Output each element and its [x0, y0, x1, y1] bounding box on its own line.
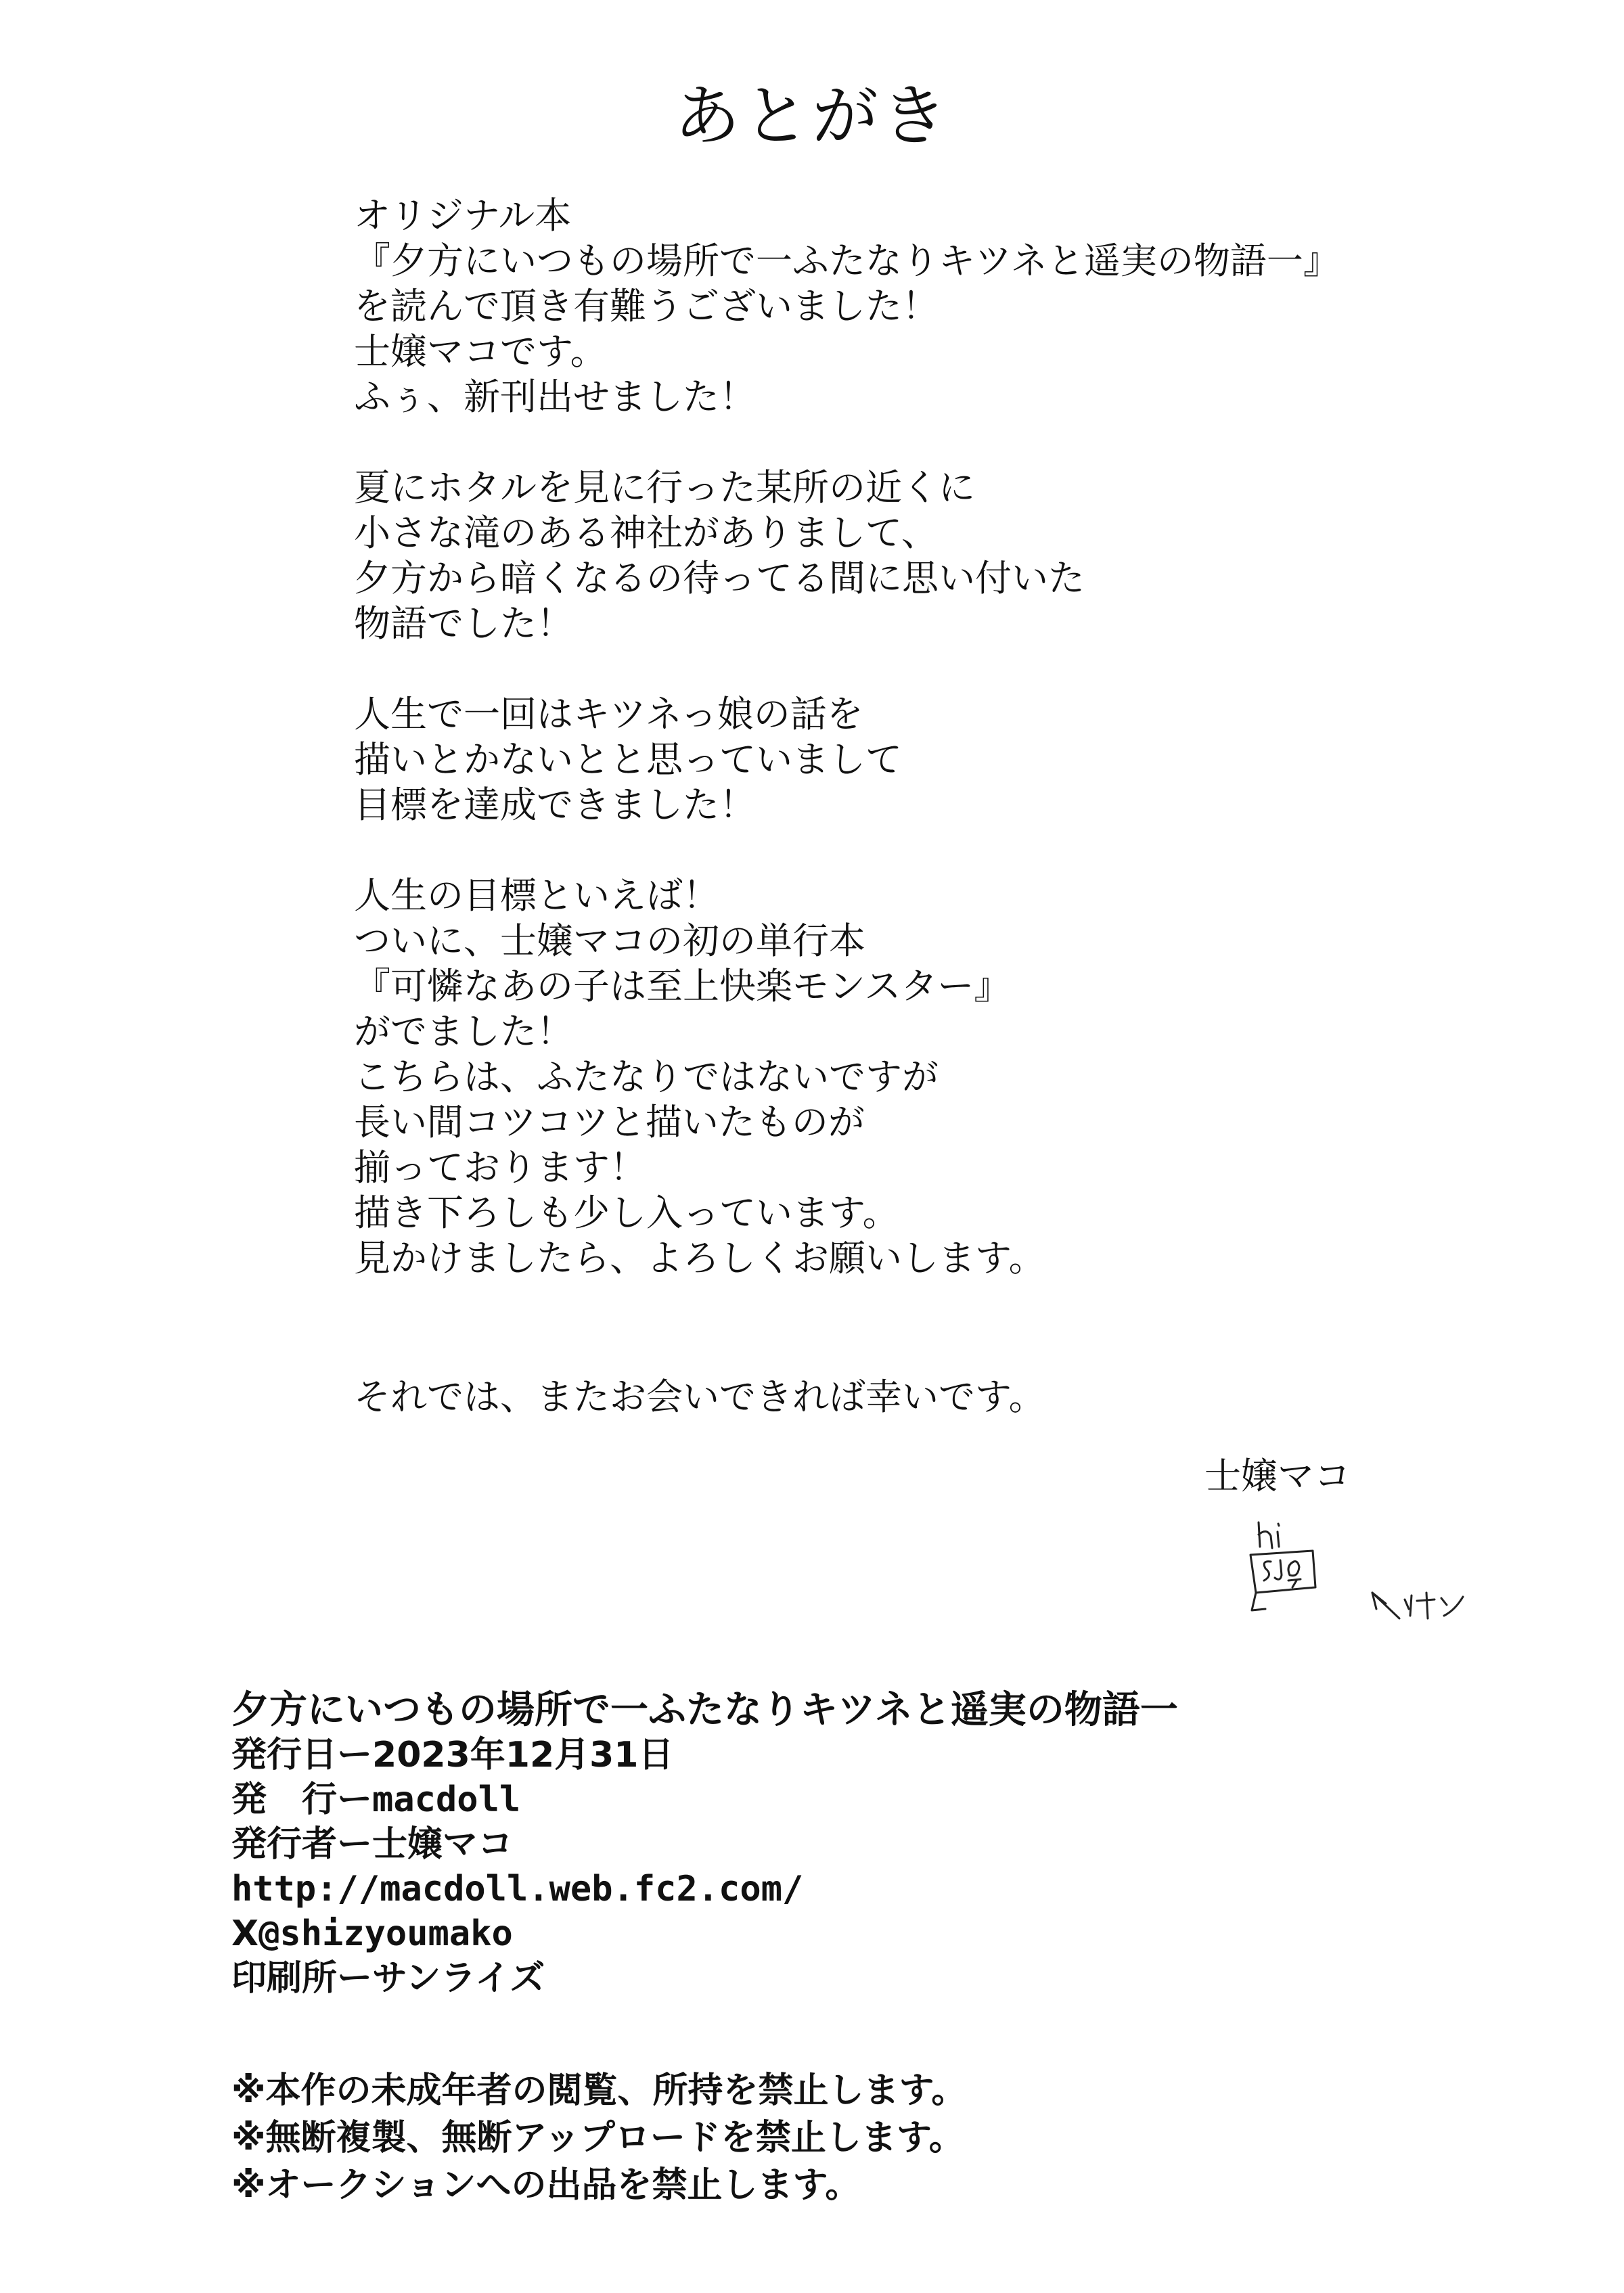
issuer-label: 発行者 [231, 1824, 338, 1865]
paragraph-gap [354, 827, 1504, 873]
notice-line: ※本作の未成年者の閲覧、所持を禁止します。 [231, 2070, 967, 2111]
body-line: 描き下ろしも少し入っています。 [354, 1191, 899, 1234]
separator: ー [337, 1824, 373, 1865]
body-line: 見かけましたら、よろしくお願いします。 [354, 1237, 1045, 1279]
body-line: オリジナル本 [354, 194, 572, 237]
notice-line: ※無断複製、無断アップロードを禁止します。 [231, 2118, 964, 2158]
publisher-label: 発 行 [231, 1779, 338, 1820]
handwritten-signature [1232, 1507, 1489, 1670]
colophon-book-title: 夕方にいつもの場所で一ふたなりキツネと遥実の物語一 [231, 1688, 1178, 1732]
body-line: 『可憐なあの子は至上快楽モンスター』 [354, 965, 1011, 1007]
closing-line: それでは、またお会いできれば幸いです。 [354, 1376, 1045, 1418]
body-line: ついに、士嬢マコの初の単行本 [354, 920, 865, 962]
website-url: http://macdoll.web.fc2.com/ [231, 1869, 804, 1909]
colophon-publisher-row [231, 1777, 1517, 1822]
body-line: 士嬢マコです。 [354, 330, 607, 373]
colophon-issuer-row [231, 1822, 1517, 1867]
legal-notices [231, 2067, 1517, 2209]
paragraph-gap [354, 419, 1504, 465]
body-line: 描いとかないとと思っていまして [354, 738, 902, 781]
body-line: 夕方から暗くなるの待ってる間に思い付いた [354, 557, 1085, 599]
body-line: こちらは、ふたなりではないですが [354, 1055, 939, 1098]
printer-label: 印刷所 [231, 1958, 338, 1999]
printer-value: サンライズ [372, 1958, 545, 1999]
body-line: 目標を達成できました！ [354, 784, 756, 826]
colophon-x-row [231, 1911, 1517, 1956]
notice-line: ※オークションへの出品を禁止します。 [231, 2165, 861, 2206]
colophon-printer-row [231, 1956, 1517, 2001]
x-handle: @shizyoumako [258, 1913, 513, 1954]
body-line: 『夕方にいつもの場所で一ふたなりキツネと遥実の物語一』 [354, 240, 1340, 282]
body-line: 揃っております！ [354, 1146, 646, 1189]
body-line: 人生の目標といえば！ [354, 874, 719, 917]
separator: ー [337, 1779, 373, 1820]
body-line: を読んで頂き有難うございました！ [354, 285, 939, 327]
paragraph-gap [354, 646, 1504, 691]
body-line: ふぅ、新刊出せました！ [354, 376, 756, 418]
body-line: 長い間コツコツと描いたものが [354, 1101, 865, 1143]
colophon-date-row [231, 1733, 1517, 1777]
body-line: 夏にホタルを見に行った某所の近くに [354, 466, 975, 509]
author-name: 士嬢マコ [1204, 1455, 1351, 1497]
date-label: 発行日 [231, 1735, 338, 1775]
afterword-body [354, 193, 1504, 1420]
paragraph-gap [354, 1281, 1504, 1374]
body-line: 物語でした！ [354, 602, 573, 645]
separator: ー [337, 1735, 373, 1775]
date-value: 2023年12月31日 [372, 1735, 674, 1775]
colophon [231, 1688, 1517, 2001]
x-logo-icon: X [231, 1913, 259, 1954]
body-line: がでました！ [354, 1010, 573, 1053]
sign-note: サイン [1405, 1602, 1407, 1603]
body-line: 小さな滝のある神社がありまして、 [354, 512, 938, 554]
body-line: 人生で一回はキツネっ娘の話を [354, 693, 863, 735]
issuer-value: 士嬢マコ [372, 1824, 514, 1865]
separator: ー [337, 1958, 373, 1999]
page-title: あとがき [673, 78, 950, 155]
publisher-value: macdoll [372, 1779, 521, 1820]
